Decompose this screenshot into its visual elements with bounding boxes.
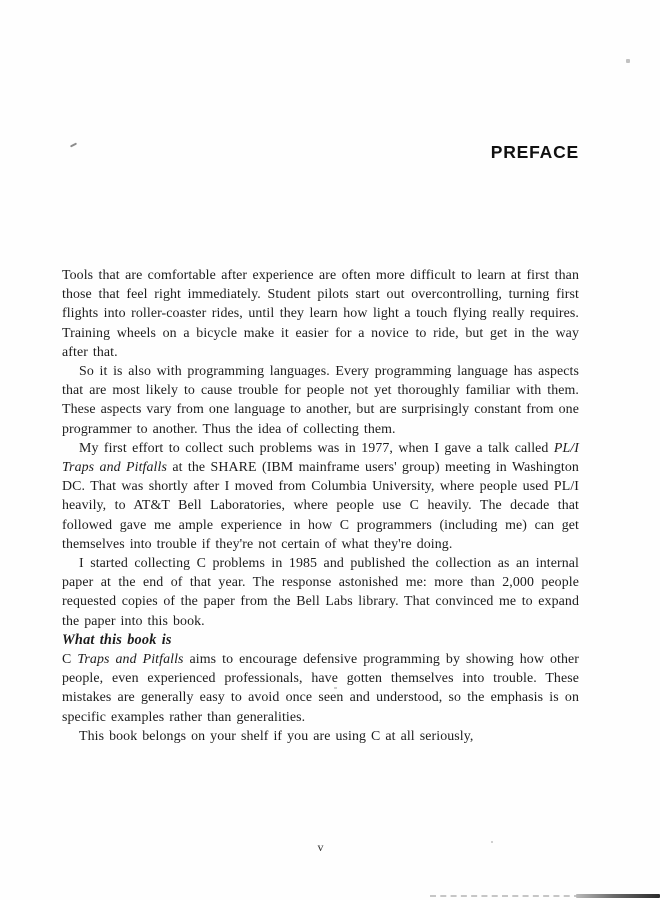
paragraph-belongs-on-shelf	[62, 727, 579, 746]
paragraph-collecting	[62, 554, 579, 631]
scan-speck-icon	[626, 59, 630, 63]
paragraph-text: I started collecting C problems in 1985 and published the collection as an internal paper at the end of that year. The response astonished me: more than 2,000 people requested copies of the paper from the Bell Labs library. That convinced me to expand the paper into this book.	[62, 556, 579, 629]
paragraph-languages	[62, 362, 579, 439]
body-text	[62, 266, 579, 746]
paragraph-text: Tools that are comfortable after experience are often more difficult to learn at first than those that feel right immediately. Student pilots start out overcontrolling, turning first flights into roller-coaster rides, until they learn how light a touch flying really requires. Training wheels on a bicycle make it easier for a novice to ride, but get in the way after that.	[62, 268, 579, 360]
paragraph-text: C	[62, 652, 78, 668]
italic-title-pli-traps: PL/I Traps and Pitfalls	[62, 440, 579, 476]
paragraph-text: at the SHARE (IBM mainframe users' group) meeting in Washington DC. That was shortly after I moved from Columbia University, where people used PL/I heavily, to AT&T Bell Laboratories, where people use C heavily. The decade that followed gave me ample experience in how C programmers (including me) can get themselves into trouble if they're not certain of what they're doing.	[62, 460, 579, 552]
page-number: v	[317, 840, 324, 854]
paragraph-first-effort	[62, 439, 579, 554]
page-title: PREFACE	[490, 142, 579, 162]
paragraph-text: My first effort to collect such problems was in 1977, when I gave a talk called	[79, 440, 554, 456]
scan-edge-smudge	[576, 894, 660, 898]
section-heading-what-this-book-is: What this book is	[62, 631, 172, 648]
scan-edge-line	[430, 895, 580, 897]
paragraph-text: aims to encourage defensive programming by showing how other people, even experienced professionals, have gotten themselves into trouble. These mistakes are generally easy to avoid once seen and understood, so the emphasis is on specific examples rather than generalities.	[62, 652, 579, 725]
paragraph-tools	[62, 266, 579, 362]
scan-speck-icon	[491, 841, 493, 843]
paragraph-text: So it is also with programming languages. Every programming language has aspects that are most likely to cause trouble for people not yet thoroughly familiar with them. These aspects vary from one language to another, but are surprisingly constant from one programmer to another. Thus the idea of collecting them.	[62, 364, 579, 437]
italic-title-c-traps: Traps and Pitfalls	[77, 652, 184, 668]
paragraph-text: This book belongs on your shelf if you are using C at all seriously,	[79, 728, 474, 744]
scan-speck-icon	[334, 687, 337, 689]
paragraph-book-aims	[62, 650, 579, 727]
